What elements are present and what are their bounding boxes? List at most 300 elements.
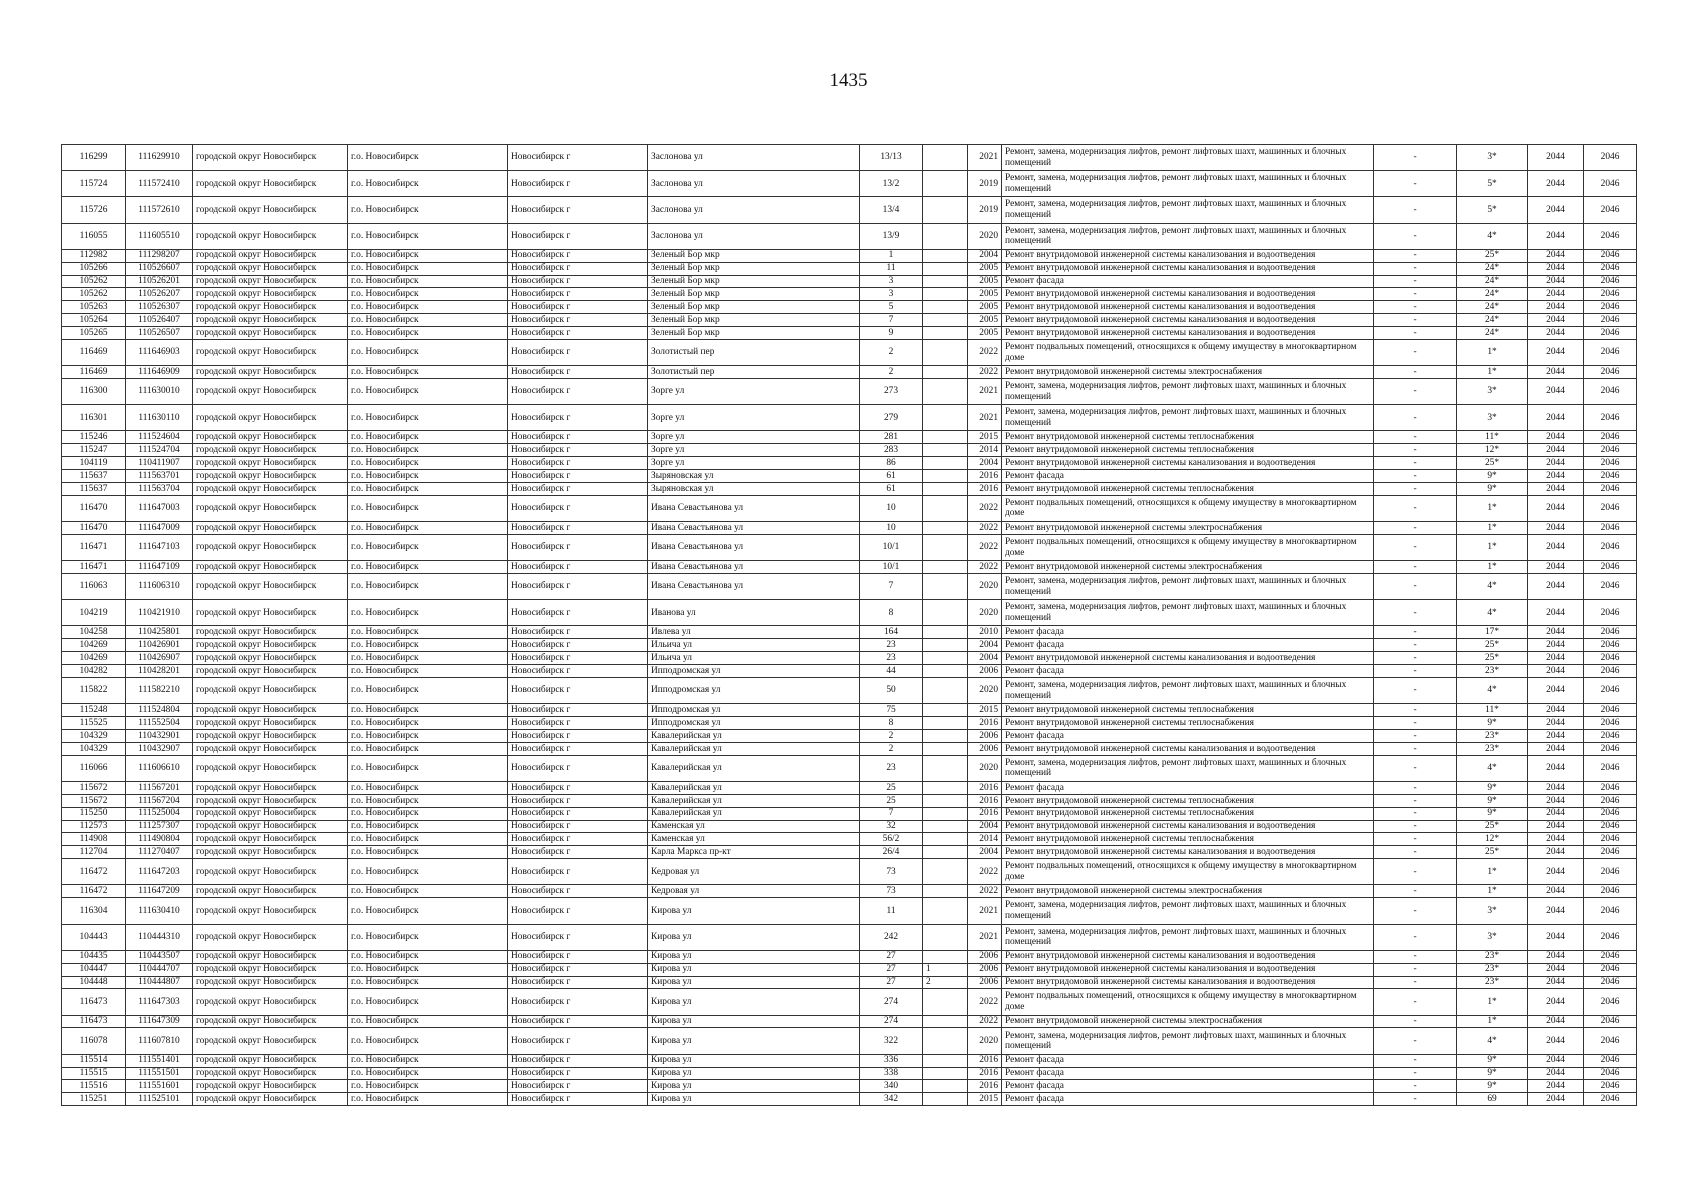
work-type-cell: Ремонт внутридомовой инженерной системы теплоснабжения (1002, 444, 1374, 457)
building-cell (923, 626, 968, 639)
commissioning-year-cell: 2006 (968, 950, 1002, 963)
municipality-cell: г.о. Новосибирск (348, 729, 508, 742)
start-year-cell: 2044 (1528, 483, 1584, 496)
period-cell: 23* (1457, 950, 1528, 963)
municipality-cell: г.о. Новосибирск (348, 833, 508, 846)
building-cell (923, 1093, 968, 1106)
municipality-cell: г.о. Новосибирск (348, 314, 508, 327)
street-cell: Ивана Севастьянова ул (648, 534, 860, 560)
house-id-cell: 115726 (62, 197, 126, 223)
start-year-cell: 2044 (1528, 1054, 1584, 1067)
period-cell: 4* (1457, 677, 1528, 703)
district-cell: городской округ Новосибирск (193, 574, 348, 600)
start-year-cell: 2044 (1528, 1015, 1584, 1028)
building-cell (923, 704, 968, 717)
street-cell: Золотистый пер (648, 339, 860, 365)
house-id-cell: 105265 (62, 327, 126, 340)
municipality-cell: г.о. Новосибирск (348, 1028, 508, 1054)
end-year-cell: 2046 (1584, 665, 1637, 678)
settlement-cell: Новосибирск г (508, 807, 648, 820)
work-type-cell: Ремонт внутридомовой инженерной системы электроснабжения (1002, 1015, 1374, 1028)
commissioning-year-cell: 2004 (968, 457, 1002, 470)
house-id-cell: 116300 (62, 379, 126, 405)
street-cell: Кавалерийская ул (648, 807, 860, 820)
building-cell (923, 574, 968, 600)
district-cell: городской округ Новосибирск (193, 1093, 348, 1106)
commissioning-year-cell: 2016 (968, 1067, 1002, 1080)
end-year-cell: 2046 (1584, 807, 1637, 820)
end-year-cell: 2046 (1584, 145, 1637, 171)
street-cell: Кирова ул (648, 1028, 860, 1054)
district-cell: городской округ Новосибирск (193, 223, 348, 249)
commissioning-year-cell: 2020 (968, 677, 1002, 703)
building-cell (923, 522, 968, 535)
work-id-cell: 111524604 (126, 431, 193, 444)
street-cell: Зеленый Бор мкр (648, 275, 860, 288)
end-year-cell: 2046 (1584, 366, 1637, 379)
start-year-cell: 2044 (1528, 807, 1584, 820)
commissioning-year-cell: 2004 (968, 652, 1002, 665)
work-id-cell: 111257307 (126, 820, 193, 833)
cost-cell: - (1374, 301, 1457, 314)
settlement-cell: Новосибирск г (508, 898, 648, 924)
commissioning-year-cell: 2015 (968, 704, 1002, 717)
period-cell: 9* (1457, 794, 1528, 807)
district-cell: городской округ Новосибирск (193, 626, 348, 639)
work-type-cell: Ремонт, замена, модернизация лифтов, ремонт лифтовых шахт, машинных и блочных помещений (1002, 755, 1374, 781)
table-row (62, 1028, 1637, 1054)
commissioning-year-cell: 2006 (968, 976, 1002, 989)
house-number-cell: 3 (860, 288, 923, 301)
district-cell: городской округ Новосибирск (193, 534, 348, 560)
start-year-cell: 2044 (1528, 976, 1584, 989)
period-cell: 3* (1457, 924, 1528, 950)
district-cell: городской округ Новосибирск (193, 275, 348, 288)
cost-cell: - (1374, 288, 1457, 301)
commissioning-year-cell: 2005 (968, 288, 1002, 301)
building-cell (923, 924, 968, 950)
start-year-cell: 2044 (1528, 522, 1584, 535)
period-cell: 24* (1457, 288, 1528, 301)
house-id-cell: 115516 (62, 1080, 126, 1093)
house-number-cell: 336 (860, 1054, 923, 1067)
table-row (62, 1067, 1637, 1080)
end-year-cell: 2046 (1584, 717, 1637, 730)
commissioning-year-cell: 2005 (968, 327, 1002, 340)
cost-cell: - (1374, 561, 1457, 574)
period-cell: 9* (1457, 483, 1528, 496)
cost-cell: - (1374, 495, 1457, 521)
cost-cell: - (1374, 379, 1457, 405)
building-cell (923, 249, 968, 262)
settlement-cell: Новосибирск г (508, 755, 648, 781)
street-cell: Кирова ул (648, 1080, 860, 1093)
end-year-cell: 2046 (1584, 989, 1637, 1015)
table-row (62, 483, 1637, 496)
table-row (62, 457, 1637, 470)
end-year-cell: 2046 (1584, 652, 1637, 665)
table-row (62, 561, 1637, 574)
work-id-cell: 111552504 (126, 717, 193, 730)
cost-cell: - (1374, 1093, 1457, 1106)
end-year-cell: 2046 (1584, 950, 1637, 963)
settlement-cell: Новосибирск г (508, 781, 648, 794)
period-cell: 5* (1457, 171, 1528, 197)
house-number-cell: 27 (860, 963, 923, 976)
work-type-cell: Ремонт внутридомовой инженерной системы канализования и водоотведения (1002, 314, 1374, 327)
house-number-cell: 1 (860, 249, 923, 262)
work-id-cell: 111647303 (126, 989, 193, 1015)
municipality-cell: г.о. Новосибирск (348, 963, 508, 976)
street-cell: Заслонова ул (648, 223, 860, 249)
district-cell: городской округ Новосибирск (193, 950, 348, 963)
house-id-cell: 116473 (62, 989, 126, 1015)
street-cell: Кавалерийская ул (648, 729, 860, 742)
end-year-cell: 2046 (1584, 885, 1637, 898)
district-cell: городской округ Новосибирск (193, 717, 348, 730)
district-cell: городской округ Новосибирск (193, 976, 348, 989)
period-cell: 24* (1457, 314, 1528, 327)
start-year-cell: 2044 (1528, 742, 1584, 755)
house-number-cell: 86 (860, 457, 923, 470)
start-year-cell: 2044 (1528, 794, 1584, 807)
period-cell: 23* (1457, 742, 1528, 755)
street-cell: Иванова ул (648, 600, 860, 626)
commissioning-year-cell: 2021 (968, 898, 1002, 924)
period-cell: 1* (1457, 561, 1528, 574)
building-cell (923, 197, 968, 223)
work-type-cell: Ремонт фасада (1002, 729, 1374, 742)
start-year-cell: 2044 (1528, 561, 1584, 574)
commissioning-year-cell: 2022 (968, 522, 1002, 535)
period-cell: 4* (1457, 600, 1528, 626)
house-number-cell: 61 (860, 470, 923, 483)
house-id-cell: 116470 (62, 495, 126, 521)
cost-cell: - (1374, 717, 1457, 730)
start-year-cell: 2044 (1528, 833, 1584, 846)
work-type-cell: Ремонт фасада (1002, 1093, 1374, 1106)
end-year-cell: 2046 (1584, 405, 1637, 431)
settlement-cell: Новосибирск г (508, 301, 648, 314)
commissioning-year-cell: 2006 (968, 729, 1002, 742)
house-id-cell: 104269 (62, 652, 126, 665)
start-year-cell: 2044 (1528, 1028, 1584, 1054)
end-year-cell: 2046 (1584, 262, 1637, 275)
house-id-cell: 105262 (62, 275, 126, 288)
house-id-cell: 104329 (62, 742, 126, 755)
municipality-cell: г.о. Новосибирск (348, 366, 508, 379)
municipality-cell: г.о. Новосибирск (348, 924, 508, 950)
district-cell: городской округ Новосибирск (193, 781, 348, 794)
house-id-cell: 116055 (62, 223, 126, 249)
start-year-cell: 2044 (1528, 846, 1584, 859)
municipality-cell: г.о. Новосибирск (348, 301, 508, 314)
house-id-cell: 104435 (62, 950, 126, 963)
cost-cell: - (1374, 1080, 1457, 1093)
commissioning-year-cell: 2015 (968, 431, 1002, 444)
building-cell (923, 275, 968, 288)
commissioning-year-cell: 2021 (968, 379, 1002, 405)
house-number-cell: 279 (860, 405, 923, 431)
work-id-cell: 110444707 (126, 963, 193, 976)
table-row (62, 288, 1637, 301)
work-id-cell: 111567204 (126, 794, 193, 807)
settlement-cell: Новосибирск г (508, 275, 648, 288)
street-cell: Ипподромская ул (648, 677, 860, 703)
end-year-cell: 2046 (1584, 470, 1637, 483)
building-cell (923, 301, 968, 314)
building-cell (923, 405, 968, 431)
cost-cell: - (1374, 859, 1457, 885)
work-id-cell: 111647003 (126, 495, 193, 521)
street-cell: Заслонова ул (648, 171, 860, 197)
street-cell: Зыряновская ул (648, 483, 860, 496)
commissioning-year-cell: 2020 (968, 1028, 1002, 1054)
street-cell: Зорге ул (648, 379, 860, 405)
work-type-cell: Ремонт внутридомовой инженерной системы канализования и водоотведения (1002, 301, 1374, 314)
end-year-cell: 2046 (1584, 522, 1637, 535)
house-id-cell: 104282 (62, 665, 126, 678)
work-id-cell: 111647109 (126, 561, 193, 574)
house-id-cell: 115672 (62, 781, 126, 794)
municipality-cell: г.о. Новосибирск (348, 846, 508, 859)
work-id-cell: 111551401 (126, 1054, 193, 1067)
settlement-cell: Новосибирск г (508, 924, 648, 950)
settlement-cell: Новосибирск г (508, 262, 648, 275)
house-id-cell: 116301 (62, 405, 126, 431)
work-type-cell: Ремонт внутридомовой инженерной системы канализования и водоотведения (1002, 950, 1374, 963)
work-type-cell: Ремонт, замена, модернизация лифтов, ремонт лифтовых шахт, машинных и блочных помещений (1002, 197, 1374, 223)
district-cell: городской округ Новосибирск (193, 989, 348, 1015)
district-cell: городской округ Новосибирск (193, 470, 348, 483)
cost-cell: - (1374, 794, 1457, 807)
cost-cell: - (1374, 846, 1457, 859)
work-type-cell: Ремонт подвальных помещений, относящихся к общему имуществу в многоквартирном доме (1002, 534, 1374, 560)
start-year-cell: 2044 (1528, 755, 1584, 781)
house-number-cell: 11 (860, 898, 923, 924)
building-cell (923, 794, 968, 807)
work-type-cell: Ремонт фасада (1002, 626, 1374, 639)
end-year-cell: 2046 (1584, 379, 1637, 405)
commissioning-year-cell: 2006 (968, 742, 1002, 755)
work-type-cell: Ремонт, замена, модернизация лифтов, ремонт лифтовых шахт, машинных и блочных помещений (1002, 405, 1374, 431)
work-type-cell: Ремонт внутридомовой инженерной системы канализования и водоотведения (1002, 652, 1374, 665)
period-cell: 4* (1457, 1028, 1528, 1054)
start-year-cell: 2044 (1528, 924, 1584, 950)
municipality-cell: г.о. Новосибирск (348, 794, 508, 807)
municipality-cell: г.о. Новосибирск (348, 262, 508, 275)
period-cell: 24* (1457, 301, 1528, 314)
period-cell: 25* (1457, 249, 1528, 262)
street-cell: Ипподромская ул (648, 704, 860, 717)
cost-cell: - (1374, 665, 1457, 678)
municipality-cell: г.о. Новосибирск (348, 1080, 508, 1093)
end-year-cell: 2046 (1584, 963, 1637, 976)
end-year-cell: 2046 (1584, 1015, 1637, 1028)
work-type-cell: Ремонт подвальных помещений, относящихся к общему имуществу в многоквартирном доме (1002, 859, 1374, 885)
work-type-cell: Ремонт, замена, модернизация лифтов, ремонт лифтовых шахт, машинных и блочных помещений (1002, 677, 1374, 703)
end-year-cell: 2046 (1584, 275, 1637, 288)
settlement-cell: Новосибирск г (508, 288, 648, 301)
municipality-cell: г.о. Новосибирск (348, 339, 508, 365)
district-cell: городской округ Новосибирск (193, 1015, 348, 1028)
start-year-cell: 2044 (1528, 275, 1584, 288)
period-cell: 11* (1457, 431, 1528, 444)
house-id-cell: 105262 (62, 288, 126, 301)
district-cell: городской округ Новосибирск (193, 1028, 348, 1054)
municipality-cell: г.о. Новосибирск (348, 717, 508, 730)
building-cell (923, 807, 968, 820)
municipality-cell: г.о. Новосибирск (348, 444, 508, 457)
work-id-cell: 110526201 (126, 275, 193, 288)
street-cell: Кирова ул (648, 950, 860, 963)
settlement-cell: Новосибирск г (508, 431, 648, 444)
cost-cell: - (1374, 755, 1457, 781)
work-type-cell: Ремонт внутридомовой инженерной системы канализования и водоотведения (1002, 820, 1374, 833)
start-year-cell: 2044 (1528, 639, 1584, 652)
settlement-cell: Новосибирск г (508, 639, 648, 652)
district-cell: городской округ Новосибирск (193, 457, 348, 470)
municipality-cell: г.о. Новосибирск (348, 859, 508, 885)
municipality-cell: г.о. Новосибирск (348, 275, 508, 288)
street-cell: Заслонова ул (648, 145, 860, 171)
building-cell (923, 327, 968, 340)
work-type-cell: Ремонт подвальных помещений, относящихся к общему имуществу в многоквартирном доме (1002, 339, 1374, 365)
cost-cell: - (1374, 1067, 1457, 1080)
house-id-cell: 116470 (62, 522, 126, 535)
municipality-cell: г.о. Новосибирск (348, 704, 508, 717)
municipality-cell: г.о. Новосибирск (348, 950, 508, 963)
district-cell: городской округ Новосибирск (193, 339, 348, 365)
street-cell: Кирова ул (648, 1015, 860, 1028)
work-id-cell: 111270407 (126, 846, 193, 859)
end-year-cell: 2046 (1584, 574, 1637, 600)
street-cell: Зорге ул (648, 431, 860, 444)
cost-cell: - (1374, 483, 1457, 496)
cost-cell: - (1374, 522, 1457, 535)
district-cell: городской округ Новосибирск (193, 431, 348, 444)
table-row (62, 223, 1637, 249)
work-type-cell: Ремонт внутридомовой инженерной системы канализования и водоотведения (1002, 457, 1374, 470)
street-cell: Кедровая ул (648, 885, 860, 898)
settlement-cell: Новосибирск г (508, 574, 648, 600)
commissioning-year-cell: 2022 (968, 1015, 1002, 1028)
municipality-cell: г.о. Новосибирск (348, 327, 508, 340)
district-cell: городской округ Новосибирск (193, 249, 348, 262)
table-row (62, 197, 1637, 223)
table-row (62, 963, 1637, 976)
table-row (62, 652, 1637, 665)
settlement-cell: Новосибирск г (508, 963, 648, 976)
commissioning-year-cell: 2006 (968, 665, 1002, 678)
street-cell: Карла Маркса пр-кт (648, 846, 860, 859)
commissioning-year-cell: 2016 (968, 807, 1002, 820)
house-id-cell: 116299 (62, 145, 126, 171)
work-type-cell: Ремонт фасада (1002, 1067, 1374, 1080)
work-id-cell: 110428201 (126, 665, 193, 678)
municipality-cell: г.о. Новосибирск (348, 457, 508, 470)
commissioning-year-cell: 2020 (968, 574, 1002, 600)
commissioning-year-cell: 2021 (968, 405, 1002, 431)
house-number-cell: 25 (860, 794, 923, 807)
cost-cell: - (1374, 534, 1457, 560)
house-number-cell: 338 (860, 1067, 923, 1080)
house-number-cell: 2 (860, 742, 923, 755)
end-year-cell: 2046 (1584, 444, 1637, 457)
commissioning-year-cell: 2016 (968, 717, 1002, 730)
start-year-cell: 2044 (1528, 677, 1584, 703)
start-year-cell: 2044 (1528, 431, 1584, 444)
building-cell (923, 483, 968, 496)
municipality-cell: г.о. Новосибирск (348, 989, 508, 1015)
house-id-cell: 112573 (62, 820, 126, 833)
work-type-cell: Ремонт подвальных помещений, относящихся к общему имуществу в многоквартирном доме (1002, 495, 1374, 521)
district-cell: городской округ Новосибирск (193, 677, 348, 703)
end-year-cell: 2046 (1584, 976, 1637, 989)
house-id-cell: 116078 (62, 1028, 126, 1054)
municipality-cell: г.о. Новосибирск (348, 898, 508, 924)
settlement-cell: Новосибирск г (508, 729, 648, 742)
end-year-cell: 2046 (1584, 600, 1637, 626)
period-cell: 23* (1457, 665, 1528, 678)
settlement-cell: Новосибирск г (508, 444, 648, 457)
table-row (62, 444, 1637, 457)
table-row (62, 742, 1637, 755)
end-year-cell: 2046 (1584, 1067, 1637, 1080)
house-id-cell: 115247 (62, 444, 126, 457)
cost-cell: - (1374, 1028, 1457, 1054)
table-row (62, 327, 1637, 340)
settlement-cell: Новосибирск г (508, 314, 648, 327)
municipality-cell: г.о. Новосибирск (348, 677, 508, 703)
building-cell (923, 950, 968, 963)
end-year-cell: 2046 (1584, 626, 1637, 639)
cost-cell: - (1374, 444, 1457, 457)
house-number-cell: 281 (860, 431, 923, 444)
work-id-cell: 111605510 (126, 223, 193, 249)
street-cell: Кирова ул (648, 898, 860, 924)
commissioning-year-cell: 2020 (968, 600, 1002, 626)
work-type-cell: Ремонт, замена, модернизация лифтов, ремонт лифтовых шахт, машинных и блочных помещений (1002, 379, 1374, 405)
house-id-cell: 116473 (62, 1015, 126, 1028)
cost-cell: - (1374, 197, 1457, 223)
municipality-cell: г.о. Новосибирск (348, 405, 508, 431)
district-cell: городской округ Новосибирск (193, 262, 348, 275)
settlement-cell: Новосибирск г (508, 171, 648, 197)
period-cell: 1* (1457, 989, 1528, 1015)
commissioning-year-cell: 2016 (968, 483, 1002, 496)
work-type-cell: Ремонт внутридомовой инженерной системы теплоснабжения (1002, 807, 1374, 820)
building-cell: 1 (923, 963, 968, 976)
building-cell (923, 561, 968, 574)
street-cell: Каменская ул (648, 820, 860, 833)
district-cell: городской округ Новосибирск (193, 444, 348, 457)
house-id-cell: 115251 (62, 1093, 126, 1106)
work-id-cell: 110526507 (126, 327, 193, 340)
house-id-cell: 116471 (62, 561, 126, 574)
settlement-cell: Новосибирск г (508, 339, 648, 365)
table-row (62, 1054, 1637, 1067)
settlement-cell: Новосибирск г (508, 1080, 648, 1093)
end-year-cell: 2046 (1584, 704, 1637, 717)
table-row (62, 600, 1637, 626)
house-id-cell: 115250 (62, 807, 126, 820)
work-type-cell: Ремонт внутридомовой инженерной системы теплоснабжения (1002, 717, 1374, 730)
cost-cell: - (1374, 314, 1457, 327)
house-number-cell: 10 (860, 495, 923, 521)
table-row (62, 807, 1637, 820)
building-cell (923, 1028, 968, 1054)
